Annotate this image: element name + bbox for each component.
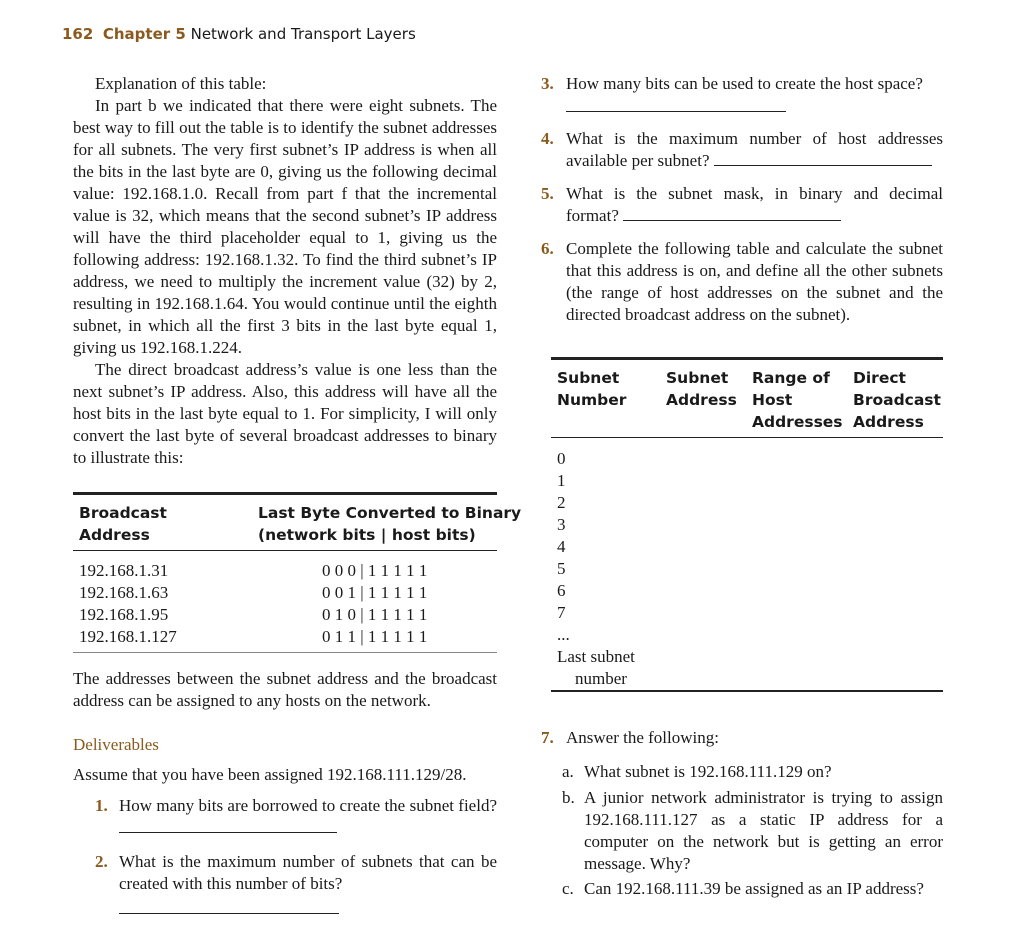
answer-blank[interactable] bbox=[623, 206, 841, 221]
running-header bbox=[62, 23, 416, 45]
question-3: 3. How many bits can be used to create the host space? bbox=[541, 73, 943, 112]
column-header: Last Byte Converted to Binary (network bits | host bits) bbox=[258, 504, 522, 544]
answer-blank[interactable] bbox=[119, 818, 337, 833]
table-row: 6 bbox=[557, 581, 566, 600]
question-7: 7. Answer the following: bbox=[541, 728, 719, 747]
table-row: 0 bbox=[557, 449, 566, 468]
deliverables-heading: Deliverables bbox=[73, 735, 159, 754]
answer-blank[interactable] bbox=[566, 97, 786, 112]
explanation-heading: Explanation of this table: bbox=[95, 74, 267, 93]
paragraph: The direct broadcast address’s value is one less than the next subnet’s IP address. Also, this address will have all the host bits in the last byte equal to 1. For simplicity, I will only convert the last byte of several broadcast addresses to binary to illustrate this: bbox=[73, 360, 497, 467]
column-header: Range of Host Addresses bbox=[752, 369, 843, 431]
column-header: Direct Broadcast Address bbox=[853, 369, 941, 431]
table-row: 192.168.1.127 0 1 1 | 1 1 1 1 1 bbox=[79, 627, 428, 646]
assignment-text: Assume that you have been assigned 192.168.111.129/28. bbox=[73, 765, 467, 784]
paragraph: The addresses between the subnet address and the broadcast address can be assigned to any hosts on the network. bbox=[73, 669, 497, 710]
table-row: 192.168.1.63 0 0 1 | 1 1 1 1 1 bbox=[79, 583, 428, 602]
question-2: 2. What is the maximum number of subnets that can be created with this number of bits? bbox=[95, 851, 497, 914]
question-6: 6. Complete the following table and calculate the subnet that this address is on, and define all the other subnets (the range of host addresses on the subnet and the directed broadcast address on the subnet). bbox=[541, 239, 943, 324]
table-row: 192.168.1.95 0 1 0 | 1 1 1 1 1 bbox=[79, 605, 428, 624]
question-4: 4. What is the maximum number of host addresses available per subnet? bbox=[541, 129, 943, 170]
table-row: 192.168.1.31 0 0 0 | 1 1 1 1 1 bbox=[79, 561, 428, 580]
table-row: Last subnet bbox=[557, 647, 635, 666]
table-row: 4 bbox=[557, 537, 566, 556]
column-header: Subnet Address bbox=[666, 369, 737, 409]
table-row: ... bbox=[557, 625, 570, 644]
answer-blank[interactable] bbox=[714, 151, 932, 166]
column-header: Broadcast Address bbox=[79, 504, 167, 544]
paragraph: In part b we indicated that there were eight subnets. The best way to fill out the table is to identify the subnet addresses for all subnets. The very first subnet’s IP address is when all the bits in the last byte are 0, giving us the following decimal value: 192.168.1.0. Recall from part f that the incremental value is 32, which means that the second subnet’s IP address will have the third placeholder equal to 1, giving us the following address: 192.168.1.32. To find the third subnet’s IP address, we need to multiply the increment value (32) by 2, resulting in 192.168.1.64. You would continue until the eighth subnet, in which all the first 3 bits in the last byte equal 1, giving us 192.168.1.224. bbox=[73, 96, 497, 357]
question-7c: c. Can 192.168.111.39 be assigned as an IP address? bbox=[562, 879, 924, 898]
column-header: Subnet Number bbox=[557, 369, 627, 409]
table-row: number bbox=[575, 669, 627, 688]
question-7a: a. What subnet is 192.168.111.129 on? bbox=[562, 762, 832, 781]
table-row: 2 bbox=[557, 493, 566, 512]
question-1: 1. How many bits are borrowed to create the subnet field? bbox=[95, 795, 497, 839]
table-row: 5 bbox=[557, 559, 566, 578]
question-7b: b. A junior network administrator is trying to assign 192.168.111.127 as a static IP address for a computer on the network but is getting an error message. Why? bbox=[562, 788, 943, 873]
table-row: 1 bbox=[557, 471, 566, 490]
chapter-title: Network and Transport Layers bbox=[190, 25, 416, 43]
table-row: 7 bbox=[557, 603, 566, 622]
chapter-label: Chapter 5 bbox=[102, 25, 186, 43]
page-number: 162 bbox=[62, 25, 94, 43]
subnet-number-column bbox=[557, 448, 635, 690]
question-5: 5. What is the subnet mask, in binary and decimal format? bbox=[541, 184, 943, 225]
answer-blank[interactable] bbox=[119, 899, 339, 914]
table-row: 3 bbox=[557, 515, 566, 534]
